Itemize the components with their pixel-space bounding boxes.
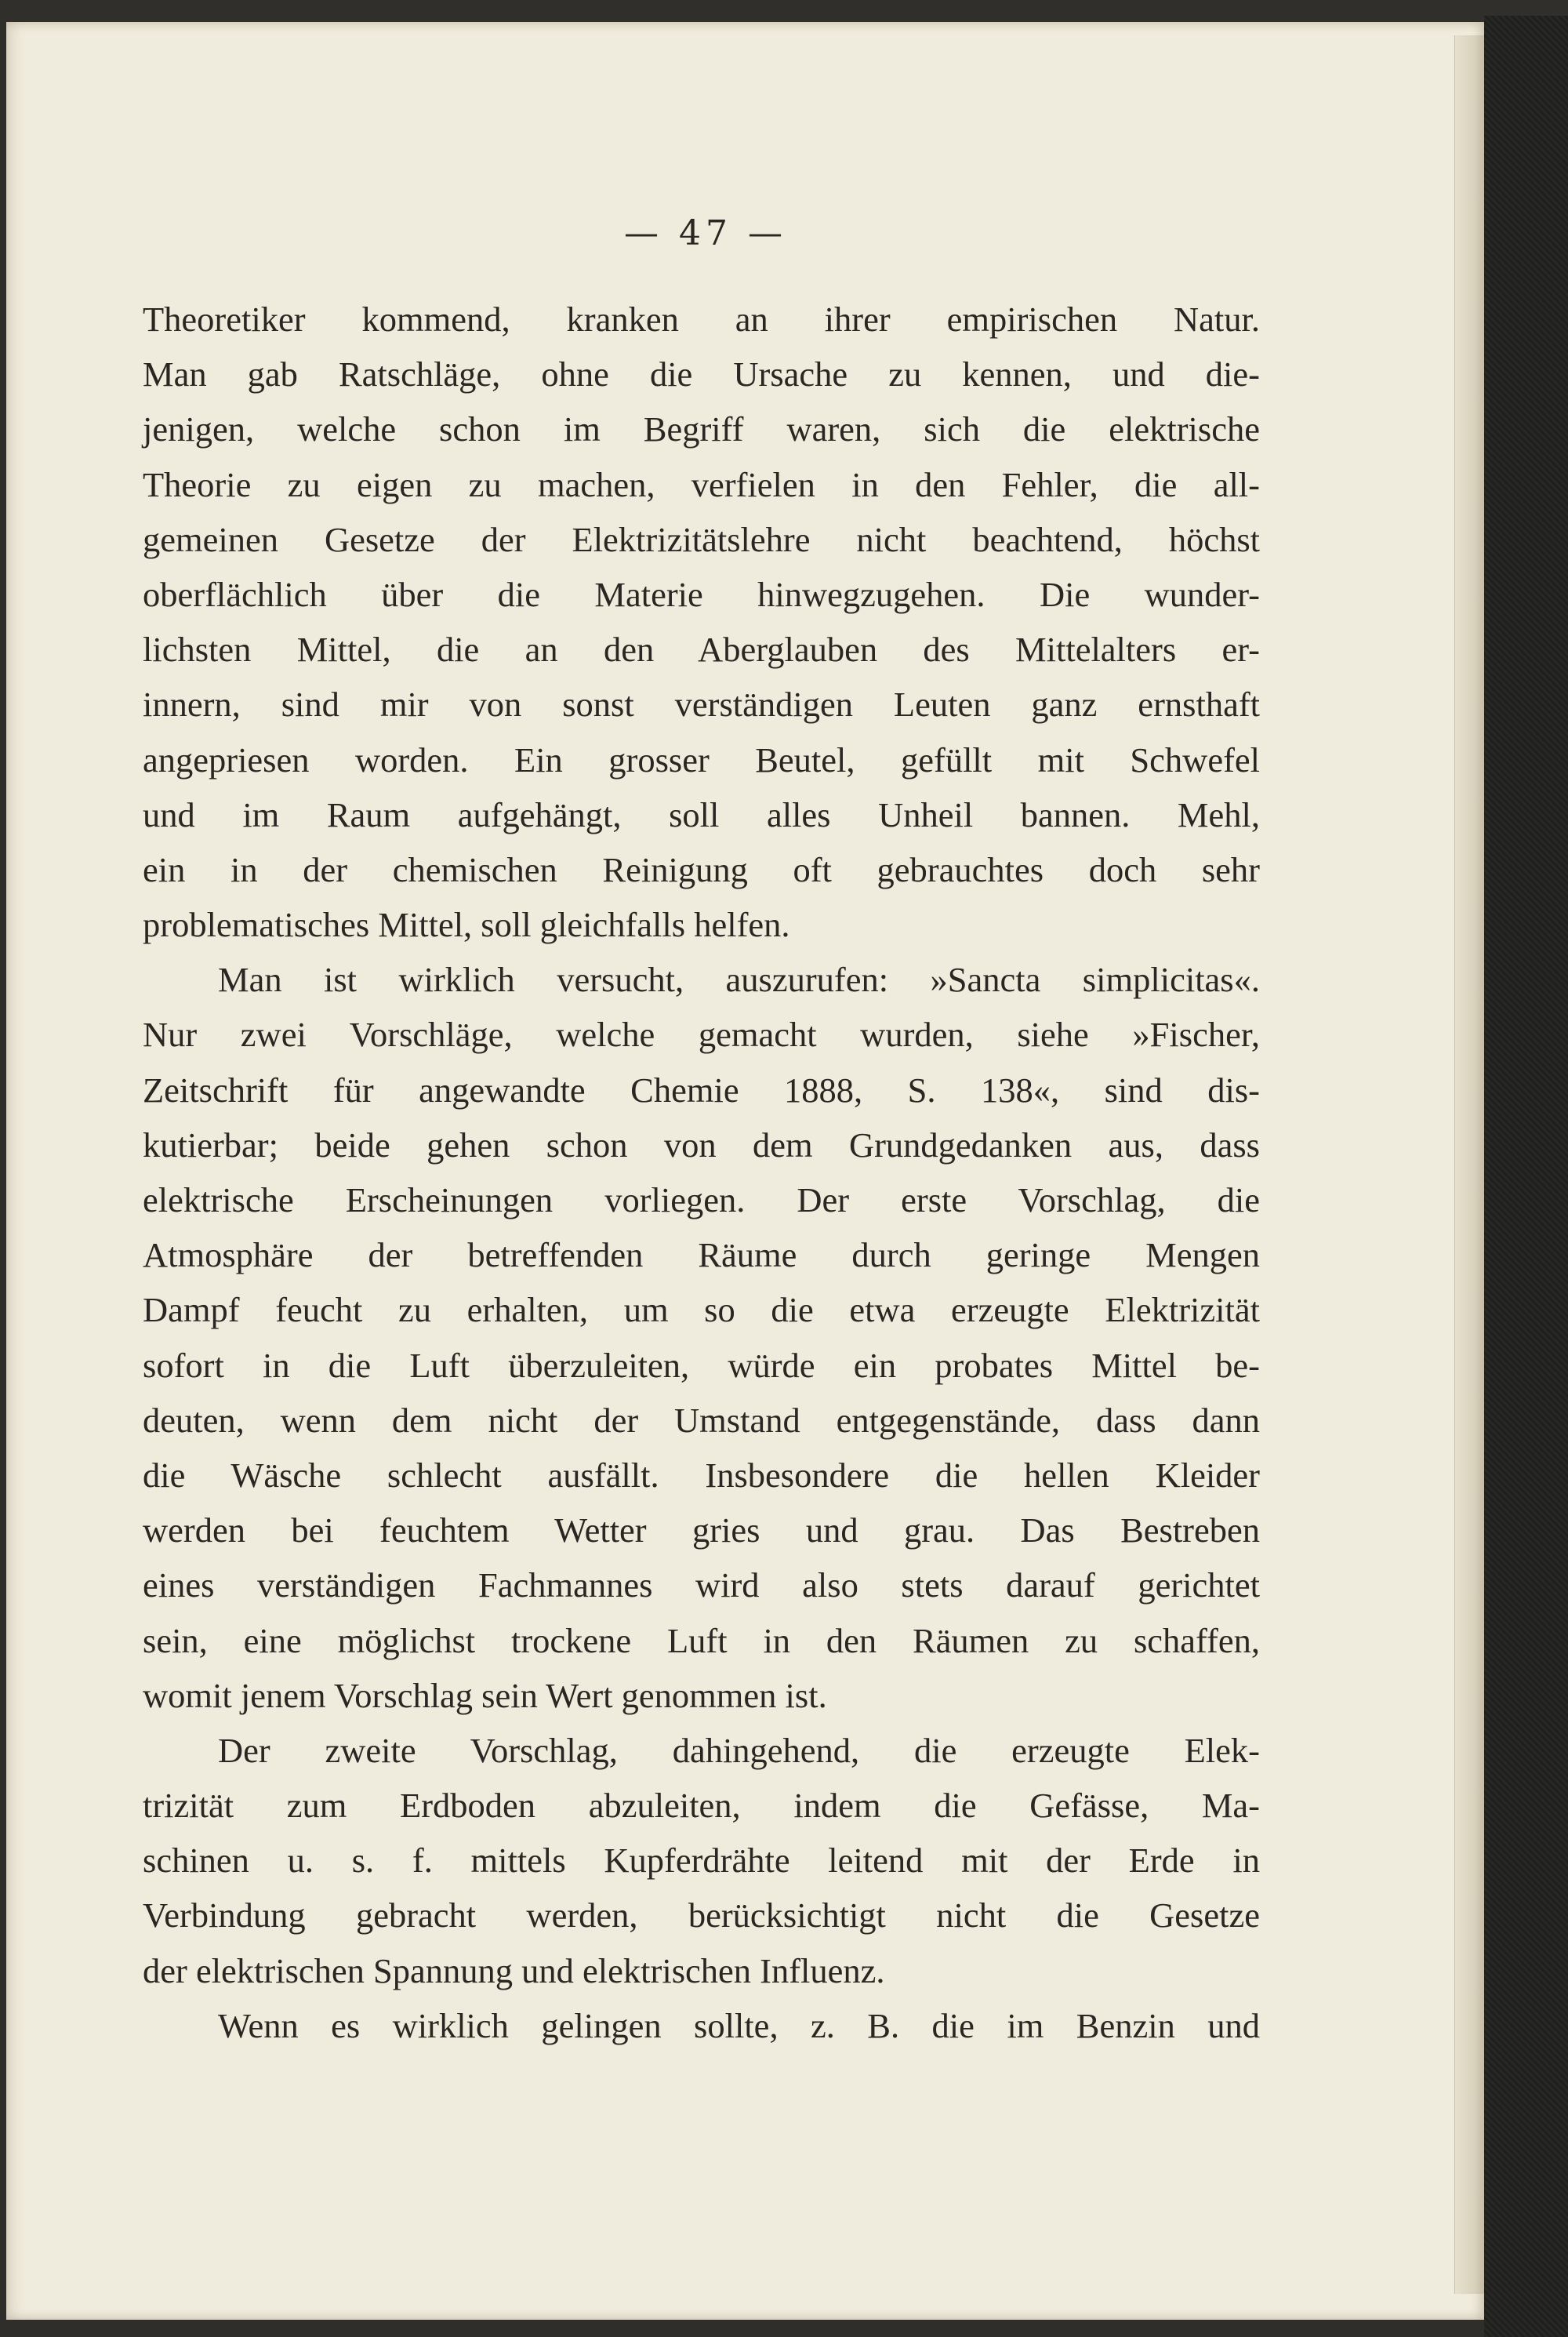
text-line: elektrische Erscheinungen vorliegen. Der erste Vorschlag, die (143, 1180, 1260, 1219)
text-line: Verbindung gebracht werden, berücksichtigt nicht die Gesetze (143, 1895, 1260, 1935)
text-line: Man gab Ratschläge, ohne die Ursache zu kennen, und die- (143, 354, 1260, 394)
text-line: Wenn es wirklich gelingen sollte, z. B. die im Benzin und (218, 2005, 1260, 2045)
text-line: Zeitschrift für angewandte Chemie 1888, S. 138«, sind dis- (143, 1070, 1260, 1110)
text-line: der elektrischen Spannung und elektrischen Influenz. (143, 1950, 885, 1990)
text-line: Nur zwei Vorschläge, welche gemacht wurden, siehe »Fischer, (143, 1015, 1260, 1055)
text-line: kutierbar; beide gehen schon von dem Grundgedanken aus, dass (143, 1125, 1260, 1165)
text-line: Dampf feucht zu erhalten, um so die etwa erzeugte Elektrizität (143, 1290, 1260, 1330)
text-line: Theorie zu eigen zu machen, verfielen in den Fehler, die all- (143, 464, 1260, 504)
text-line: sofort in die Luft überzuleiten, würde ein probates Mittel be- (143, 1345, 1260, 1385)
body-text (143, 292, 1260, 2053)
text-line: innern, sind mir von sonst verständigen Leuten ganz ernsthaft (143, 685, 1260, 725)
page-number: — 47 — (624, 213, 787, 253)
text-line: deuten, wenn dem nicht der Umstand entgegenstände, dass dann (143, 1400, 1260, 1440)
text-line: Man ist wirklich versucht, auszurufen: »Sancta simplicitas«. (218, 960, 1260, 1000)
text-line: oberflächlich über die Materie hinwegzugehen. Die wunder- (143, 574, 1260, 614)
text-line: trizität zum Erdboden abzuleiten, indem die Gefässe, Ma- (143, 1786, 1260, 1826)
text-line: jenigen, welche schon im Begriff waren, sich die elektrische (143, 409, 1260, 449)
text-line: und im Raum aufgehängt, soll alles Unheil bannen. Mehl, (143, 794, 1260, 834)
text-line: problematisches Mittel, soll gleichfalls helfen. (143, 905, 790, 945)
page-edge-stack (1454, 35, 1486, 2294)
text-line: womit jenem Vorschlag sein Wert genommen ist. (143, 1675, 827, 1715)
scan-background-top (0, 0, 1568, 22)
text-line: ein in der chemischen Reinigung oft gebrauchtes doch sehr (143, 849, 1260, 889)
text-line: die Wäsche schlecht ausfällt. Insbesondere die hellen Kleider (143, 1455, 1260, 1495)
text-line: Der zweite Vorschlag, dahingehend, die erzeugte Elek- (218, 1730, 1260, 1770)
text-line: eines verständigen Fachmannes wird also stets darauf gerichtet (143, 1565, 1260, 1605)
text-line: werden bei feuchtem Wetter gries und grau. Das Bestreben (143, 1510, 1260, 1550)
text-line: Theoretiker kommend, kranken an ihrer empirischen Natur. (143, 300, 1260, 339)
book-spine (1484, 16, 1568, 2337)
text-line: gemeinen Gesetze der Elektrizitätslehre nicht beachtend, höchst (143, 519, 1260, 559)
text-line: Atmosphäre der betreffenden Räume durch geringe Mengen (143, 1235, 1260, 1275)
text-line: sein, eine möglichst trockene Luft in den Räumen zu schaffen, (143, 1620, 1260, 1660)
text-line: schinen u. s. f. mittels Kupferdrähte leitend mit der Erde in (143, 1841, 1260, 1881)
text-line: angepriesen worden. Ein grosser Beutel, gefüllt mit Schwefel (143, 740, 1260, 780)
text-line: lichsten Mittel, die an den Aberglauben des Mittelalters er- (143, 630, 1260, 670)
